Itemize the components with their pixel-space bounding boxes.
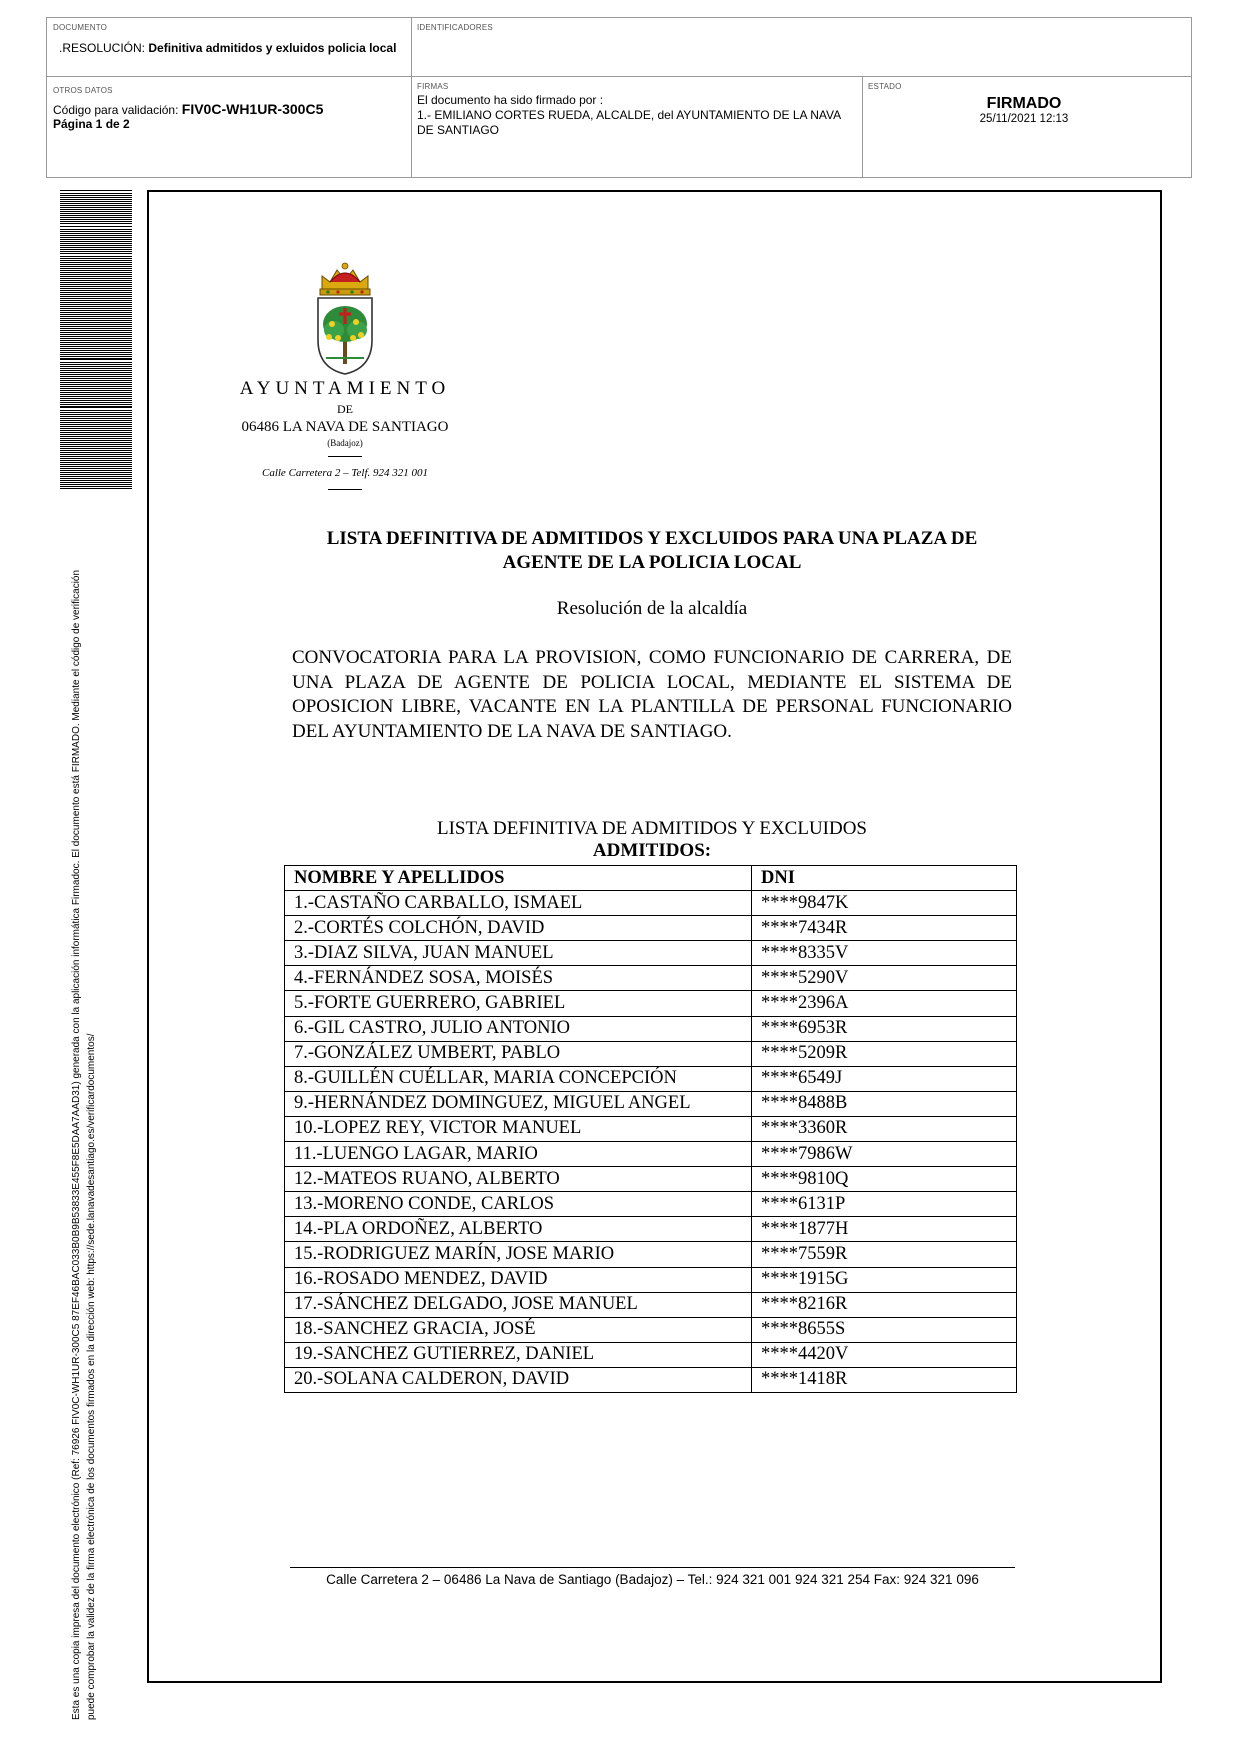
- table-row: [285, 991, 1017, 1016]
- candidate-dni: ****8335V: [752, 941, 1017, 966]
- table-row: [285, 941, 1017, 966]
- candidate-name: 4.-FERNÁNDEZ SOSA, MOISÉS: [285, 966, 752, 991]
- document-subtitle: Resolución de la alcaldía: [556, 598, 748, 619]
- divider: [328, 456, 362, 457]
- candidate-name: 9.-HERNÁNDEZ DOMINGUEZ, MIGUEL ANGEL: [285, 1091, 752, 1116]
- candidate-dni: ****1418R: [752, 1367, 1017, 1392]
- list-title: LISTA DEFINITIVA DE ADMITIDOS Y EXCLUIDOS: [436, 818, 867, 839]
- signature-header: [46, 17, 1192, 178]
- candidate-dni: ****2396A: [752, 991, 1017, 1016]
- candidate-name: 5.-FORTE GUERRERO, GABRIEL: [285, 991, 752, 1016]
- candidate-dni: ****6953R: [752, 1016, 1017, 1041]
- firmas-label: FIRMAS: [417, 82, 449, 91]
- table-row: [285, 1041, 1017, 1066]
- candidate-name: 6.-GIL CASTRO, JULIO ANTONIO: [285, 1016, 752, 1041]
- side-note-line1: Esta es una copia impresa del documento electrónico (Ref: 76926 FIV0C-WH1UR-300C5 87EF46BAC033B0B9B53833E455F8E5DAA7AAD31) generada con la aplicación informática Firmadoc. El documento está FIRMADO. Mediante el código de verificación: [71, 569, 82, 1720]
- candidate-name: 1.-CASTAÑO CARBALLO, ISMAEL: [285, 891, 752, 916]
- document-title: LISTA DEFINITIVA DE ADMITIDOS Y EXCLUIDOS PARA UNA PLAZA DE AGENTE DE LA POLICIA LOCAL: [326, 528, 978, 573]
- table-row: [285, 1317, 1017, 1342]
- candidate-name: 13.-MORENO CONDE, CARLOS: [285, 1192, 752, 1217]
- candidate-dni: ****7434R: [752, 916, 1017, 941]
- council-letterhead: [220, 378, 470, 500]
- column-header-dni: DNI: [752, 866, 1017, 891]
- convocatoria-paragraph: CONVOCATORIA PARA LA PROVISION, COMO FUNCIONARIO DE CARRERA, DE UNA PLAZA DE AGENTE DE POLICIA LOCAL, MEDIANTE EL SISTEMA DE OPOSICION LIBRE, VACANTE EN LA PLANTILLA DE PERSONAL FUNCIONARIO DEL AYUNTAMIENTO DE LA NAVA DE SANTIAGO.: [292, 647, 1012, 742]
- candidate-name: 3.-DIAZ SILVA, JUAN MANUEL: [285, 941, 752, 966]
- candidate-name: 10.-LOPEZ REY, VICTOR MANUEL: [285, 1116, 752, 1141]
- column-header-name: NOMBRE Y APELLIDOS: [285, 866, 752, 891]
- estado-label: ESTADO: [868, 82, 902, 91]
- table-row: [285, 1116, 1017, 1141]
- page-footer: Calle Carretera 2 – 06486 La Nava de Santiago (Badajoz) – Tel.: 924 321 001 924 321 254 Fax: 924 321 096: [326, 1572, 979, 1587]
- barcode-image: [60, 190, 132, 490]
- table-row: [285, 1342, 1017, 1367]
- admitted-table: [284, 865, 1017, 1393]
- candidate-dni: ****5290V: [752, 966, 1017, 991]
- candidate-dni: ****8488B: [752, 1091, 1017, 1116]
- table-row: [285, 1066, 1017, 1091]
- candidate-name: 18.-SANCHEZ GRACIA, JOSÉ: [285, 1317, 752, 1342]
- table-row: [285, 966, 1017, 991]
- table-row: [285, 891, 1017, 916]
- firmas-signer: 1.- EMILIANO CORTES RUEDA, ALCALDE, del AYUNTAMIENTO DE LA NAVA DE SANTIAGO: [417, 108, 841, 137]
- candidate-dni: ****6131P: [752, 1192, 1017, 1217]
- otros-datos-label: OTROS DATOS: [53, 86, 113, 95]
- table-row: [285, 1167, 1017, 1192]
- council-province: (Badajoz): [327, 438, 363, 448]
- candidate-name: 8.-GUILLÉN CUÉLLAR, MARIA CONCEPCIÓN: [285, 1066, 752, 1091]
- identificadores-label: IDENTIFICADORES: [417, 23, 493, 32]
- status-badge: FIRMADO: [986, 95, 1062, 112]
- candidate-dni: ****1915G: [752, 1267, 1017, 1292]
- candidate-dni: ****8655S: [752, 1317, 1017, 1342]
- candidate-dni: ****5209R: [752, 1041, 1017, 1066]
- side-verification-note: [69, 480, 99, 1720]
- divider: [411, 18, 412, 177]
- council-name: AYUNTAMIENTO: [239, 378, 451, 399]
- candidate-dni: ****8216R: [752, 1292, 1017, 1317]
- candidate-dni: ****1877H: [752, 1217, 1017, 1242]
- documento-value: .RESOLUCIÓN: Definitiva admitidos y exluidos policia local: [59, 41, 397, 55]
- candidate-name: 16.-ROSADO MENDEZ, DAVID: [285, 1267, 752, 1292]
- table-row: [285, 1267, 1017, 1292]
- table-header-row: [285, 866, 1017, 891]
- side-note-line2: puede comprobar la validez de la firma electrónica de los documentos firmados en la dirección web: https://sede.lanavadesantiago.es/verificardocumentos/: [86, 1033, 97, 1720]
- council-town: 06486 LA NAVA DE SANTIAGO: [241, 419, 449, 435]
- footer-divider: [290, 1567, 1015, 1568]
- list-section: ADMITIDOS:: [592, 840, 712, 861]
- candidate-name: 11.-LUENGO LAGAR, MARIO: [285, 1142, 752, 1167]
- council-de: DE: [337, 402, 353, 416]
- table-row: [285, 1091, 1017, 1116]
- candidate-name: 7.-GONZÁLEZ UMBERT, PABLO: [285, 1041, 752, 1066]
- divider: [328, 489, 362, 490]
- candidate-dni: ****3360R: [752, 1116, 1017, 1141]
- candidate-dni: ****7559R: [752, 1242, 1017, 1267]
- page-number: Página 1 de 2: [53, 117, 130, 131]
- table-row: [285, 1242, 1017, 1267]
- table-row: [285, 916, 1017, 941]
- candidate-dni: ****9847K: [752, 891, 1017, 916]
- signature-date: 25/11/2021 12:13: [979, 113, 1069, 125]
- table-row: [285, 1016, 1017, 1041]
- firmas-line: El documento ha sido firmado por :: [417, 93, 604, 107]
- candidate-dni: ****9810Q: [752, 1167, 1017, 1192]
- candidate-dni: ****4420V: [752, 1342, 1017, 1367]
- validation-code: Código para validación: FIV0C-WH1UR-300C5: [53, 101, 324, 117]
- candidate-name: 19.-SANCHEZ GUTIERREZ, DANIEL: [285, 1342, 752, 1367]
- candidate-name: 20.-SOLANA CALDERON, DAVID: [285, 1367, 752, 1392]
- candidate-name: 14.-PLA ORDOÑEZ, ALBERTO: [285, 1217, 752, 1242]
- candidate-name: 15.-RODRIGUEZ MARÍN, JOSE MARIO: [285, 1242, 752, 1267]
- table-row: [285, 1292, 1017, 1317]
- table-row: [285, 1142, 1017, 1167]
- table-row: [285, 1192, 1017, 1217]
- documento-label: DOCUMENTO: [53, 23, 108, 32]
- table-row: [285, 1217, 1017, 1242]
- table-row: [285, 1367, 1017, 1392]
- candidate-dni: ****7986W: [752, 1142, 1017, 1167]
- candidate-name: 2.-CORTÉS COLCHÓN, DAVID: [285, 916, 752, 941]
- candidate-name: 12.-MATEOS RUANO, ALBERTO: [285, 1167, 752, 1192]
- list-heading: [292, 818, 1012, 862]
- coat-of-arms-icon: [310, 258, 380, 378]
- candidate-name: 17.-SÁNCHEZ DELGADO, JOSE MANUEL: [285, 1292, 752, 1317]
- divider: [862, 76, 863, 177]
- council-address: Calle Carretera 2 – Telf. 924 321 001: [261, 467, 429, 479]
- divider: [47, 76, 1191, 77]
- candidate-dni: ****6549J: [752, 1066, 1017, 1091]
